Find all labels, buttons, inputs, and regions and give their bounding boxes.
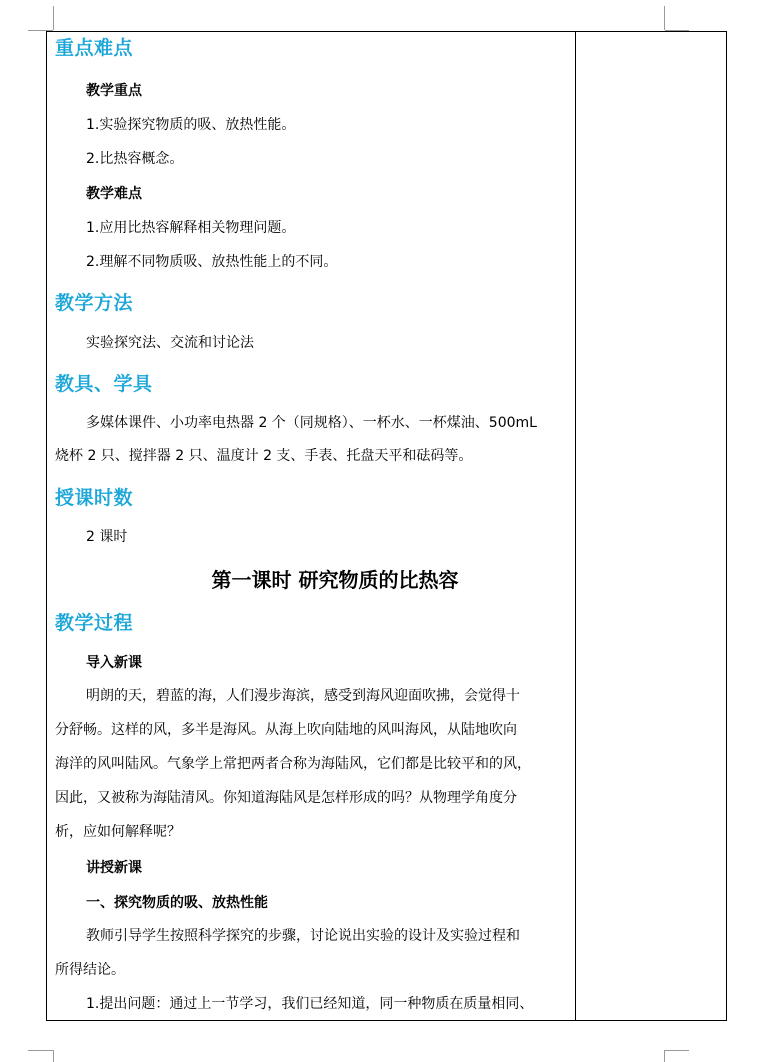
- heading-hours: 授课时数: [55, 487, 134, 509]
- heading-method: 教学方法: [55, 292, 134, 314]
- difficulty-item-2: 2.理解不同物质吸、放热性能上的不同。: [86, 254, 338, 270]
- part1-title: 一、探究物质的吸、放热性能: [86, 895, 268, 911]
- crop-mark: [665, 1050, 689, 1051]
- part1-line: 所得结论。: [55, 962, 125, 978]
- intro-line: 析，应如何解释呢？: [55, 824, 181, 840]
- method-text: 实验探究法、交流和讨论法: [86, 335, 254, 351]
- question-line: 1.提出问题：通过上一节学习，我们已经知道，同一种物质在质量相同、: [86, 996, 534, 1012]
- intro-title: 导入新课: [86, 655, 142, 671]
- intro-line: 因此，又被称为海陆清风。你知道海陆风是怎样形成的吗？从物理学角度分: [55, 790, 517, 806]
- lesson-title: 第一课时 研究物质的比热容: [211, 568, 459, 592]
- intro-line: 明朗的天，碧蓝的海，人们漫步海滨，感受到海风迎面吹拂，会觉得十: [86, 688, 520, 704]
- intro-line: 海洋的风叫陆风。气象学上常把两者合称为海陆风，它们都是比较平和的风，: [55, 756, 531, 772]
- focus-item-1: 1.实验探究物质的吸、放热性能。: [86, 117, 296, 133]
- heading-process: 教学过程: [55, 612, 134, 634]
- crop-mark: [53, 1050, 54, 1062]
- focus-item-2: 2.比热容概念。: [86, 151, 184, 167]
- focus-title: 教学重点: [86, 83, 142, 99]
- lesson-plan-table: [46, 31, 727, 1021]
- column-divider: [575, 32, 576, 1020]
- teach-title: 讲授新课: [86, 860, 142, 876]
- part1-line: 教师引导学生按照科学探究的步骤，讨论说出实验的设计及实验过程和: [86, 928, 520, 944]
- intro-line: 分舒畅。这样的风，多半是海风。从海上吹向陆地的风叫海风，从陆地吹向: [55, 722, 517, 738]
- difficulty-item-1: 1.应用比热容解释相关物理问题。: [86, 220, 296, 236]
- heading-key-difficult: 重点难点: [55, 37, 134, 59]
- crop-mark: [664, 1050, 665, 1062]
- crop-mark: [53, 6, 54, 30]
- hours-text: 2 课时: [86, 529, 128, 545]
- difficulty-title: 教学难点: [86, 186, 142, 202]
- crop-mark: [28, 1050, 53, 1051]
- crop-mark: [664, 6, 665, 30]
- heading-tools: 教具、学具: [55, 373, 153, 395]
- tools-line: 多媒体课件、小功率电热器 2 个（同规格）、一杯水、一杯煤油、500mL: [86, 415, 537, 431]
- tools-line: 烧杯 2 只、搅拌器 2 只、温度计 2 支、手表、托盘天平和砝码等。: [55, 448, 473, 464]
